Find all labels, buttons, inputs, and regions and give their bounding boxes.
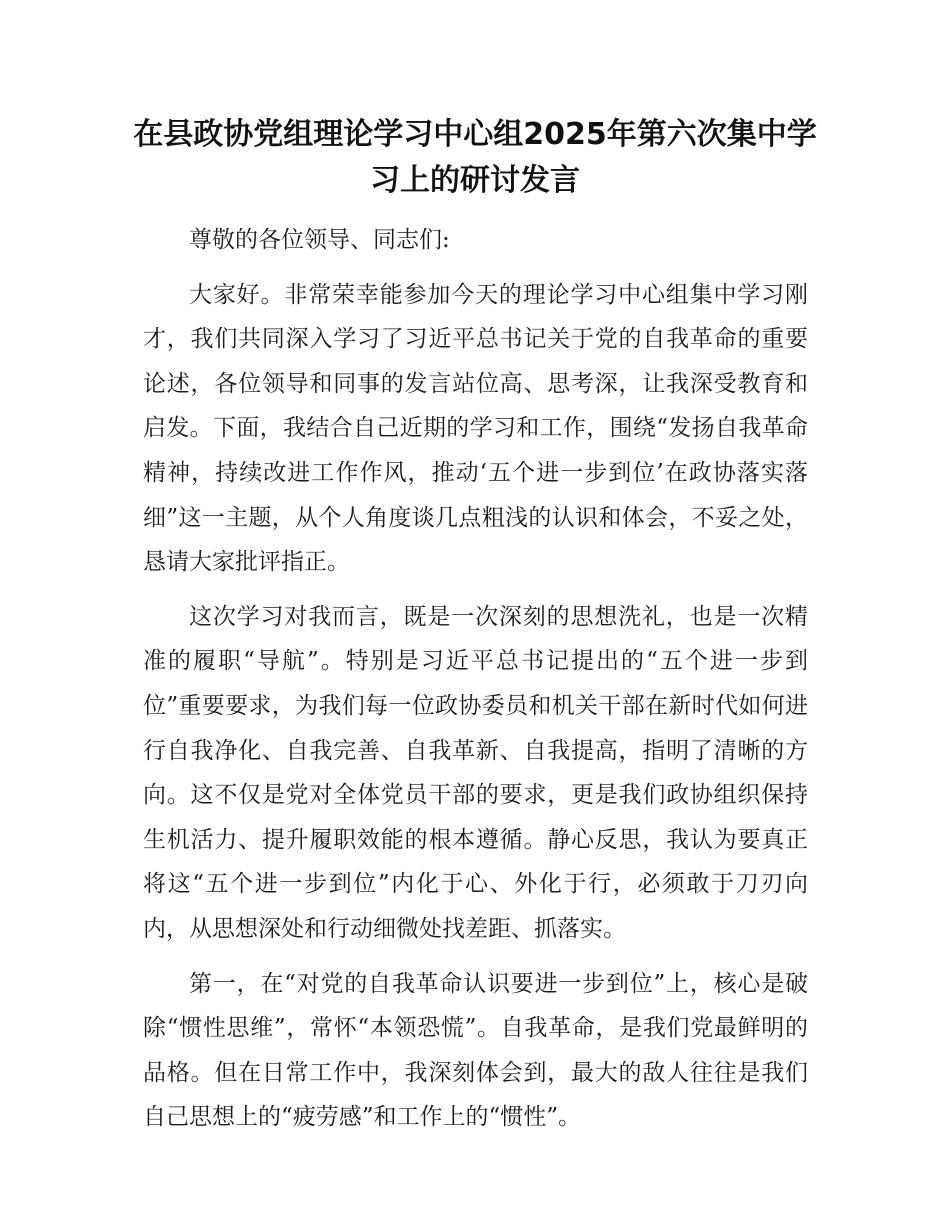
document-title: 在县政协党组理论学习中心组2025年第六次集中学习上的研讨发言 <box>133 117 817 198</box>
body-paragraph: 第一，在“对党的自我革命认识要进一步到位”上，核心是破除“惯性思维”，常怀“本领恐慌”。自我革命，是我们党最鲜明的品格。但在日常工作中，我深刻体会到，最大的敌人往往是我们自己思想上的“疲劳感”和工作上的“惯性”。 <box>143 970 808 1131</box>
document-body <box>143 218 808 1150</box>
body-paragraph: 这次学习对我而言，既是一次深刻的思想洗礼，也是一次精准的履职“导航”。特别是习近平总书记提出的“五个进一步到位”重要要求，为我们每一位政协委员和机关干部在新时代如何进行自我净化、自我完善、自我革新、自我提高，指明了清晰的方向。这不仅是党对全体党员干部的要求，更是我们政协组织保持生机活力、提升履职效能的根本遵循。静心反思，我认为要真正将这“五个进一步到位”内化于心、外化于行，必须敢于刀刃向内，从思想深处和行动细微处找差距、抓落实。 <box>143 603 808 942</box>
body-paragraph: 大家好。非常荣幸能参加今天的理论学习中心组集中学习刚才，我们共同深入学习了习近平总书记关于党的自我革命的重要论述，各位领导和同事的发言站位高、思考深，让我深受教育和启发。下面，我结合自己近期的学习和工作，围绕“发扬自我革命精神，持续改进工作作风，推动‘五个进一步到位’在政协落实落细”这一主题，从个人角度谈几点粗浅的认识和体会，不妥之处，恳请大家批评指正。 <box>143 281 808 576</box>
salutation-paragraph: 尊敬的各位领导、同志们: <box>189 227 450 253</box>
